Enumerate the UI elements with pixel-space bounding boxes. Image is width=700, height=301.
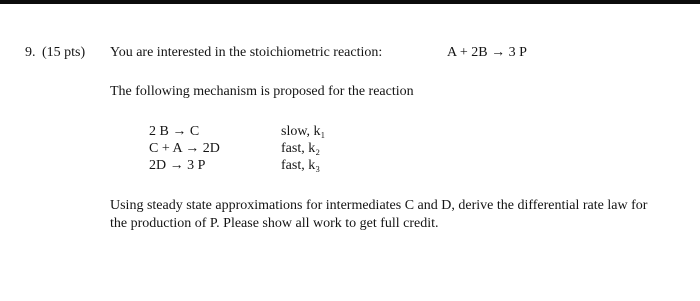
instructions-paragraph — [110, 197, 670, 233]
mechanism-step-3-rate: fast, k₃ — [281, 158, 321, 173]
instructions-line-1: Using steady state approximations for intermediates C and D, derive the differential rate law for — [110, 198, 648, 213]
question-number: 9. — [25, 45, 36, 60]
instructions-line-2: the production of P. Please show all work to get full credit. — [110, 216, 439, 231]
top-border — [0, 0, 700, 4]
mechanism-step-2-equation: C + A → 2D — [149, 141, 220, 156]
mechanism-step-2-rate: fast, k₂ — [281, 141, 321, 156]
question-intro: You are interested in the stoichiometric reaction: — [110, 45, 383, 60]
mechanism-step-3-equation: 2D → 3 P — [149, 158, 206, 173]
mechanism-step-1-rate: slow, k₁ — [281, 124, 326, 139]
question-points: (15 pts) — [42, 45, 86, 60]
overall-reaction: A + 2B → 3 P — [447, 45, 527, 60]
mechanism-intro: The following mechanism is proposed for the reaction — [110, 84, 414, 99]
mechanism-step-1-equation: 2 B → C — [149, 124, 200, 139]
